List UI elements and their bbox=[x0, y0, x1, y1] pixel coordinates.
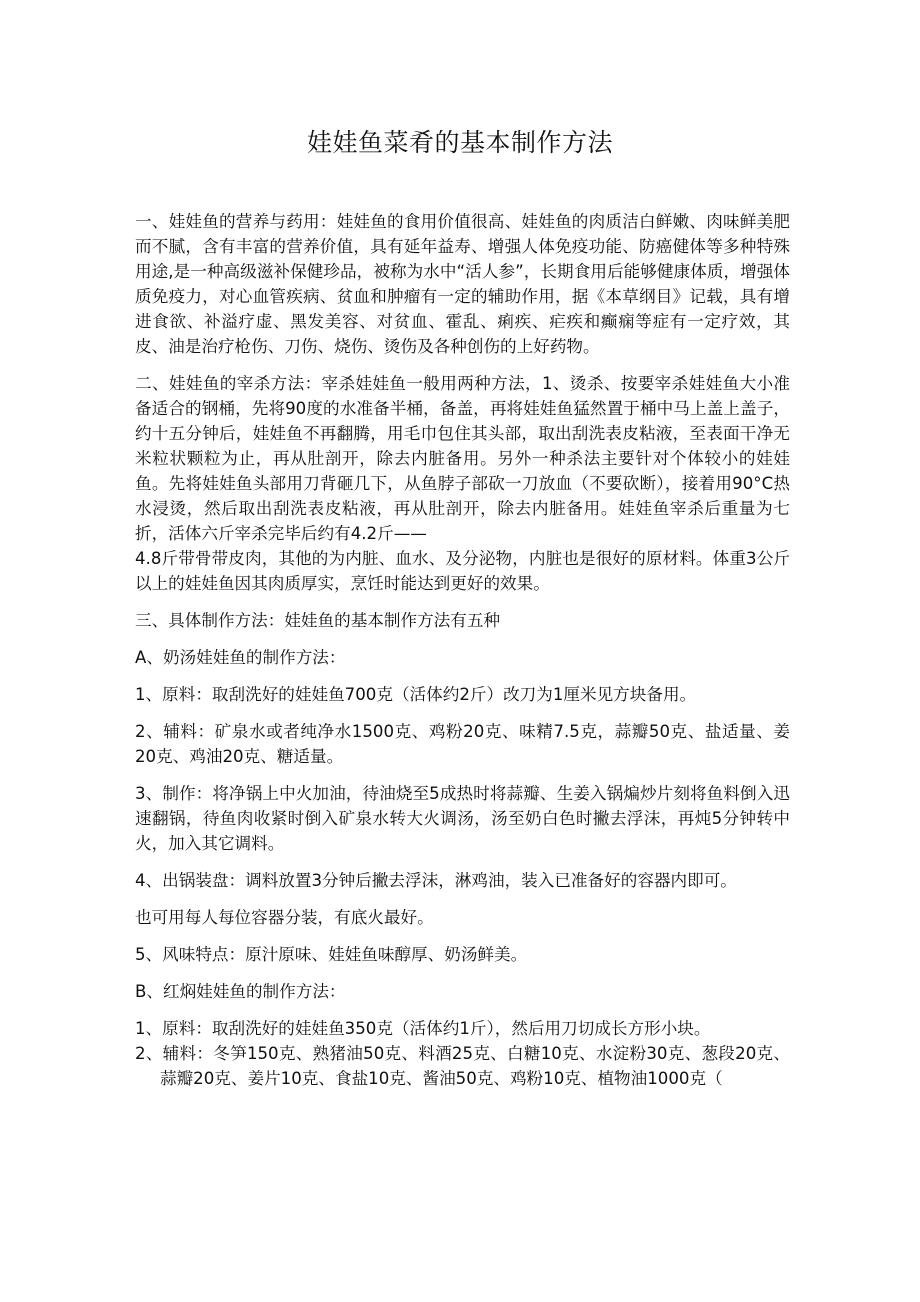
paragraph-recipe-a-4: 4、出锅装盘：调料放置3分钟后撇去浮沫，淋鸡油，装入已准备好的容器内即可。 bbox=[135, 871, 737, 890]
paragraph-recipe-b-2: 2、辅料：冬笋150克、熟猪油50克、料酒25克、白糖10克、水淀粉30克、葱段20克、蒜瓣20克、姜片10克、食盐10克、酱油50克、鸡粉10克、植物油1000克（ bbox=[135, 1044, 790, 1088]
paragraph-recipe-a-1: 1、原料：取刮洗好的娃娃鱼700克（活体约2斤）改刀为1厘米见方块备用。 bbox=[135, 685, 697, 704]
paragraph-recipe-b-1: 1、原料：取刮洗好的娃娃鱼350克（活体约1斤），然后用刀切成长方形小块。 bbox=[135, 1019, 711, 1038]
paragraph-recipe-b-heading: B、红焖娃娃鱼的制作方法： bbox=[135, 982, 346, 1001]
paragraph-recipe-a-heading: A、奶汤娃娃鱼的制作方法： bbox=[135, 648, 346, 667]
paragraph-recipe-a-2: 2、辅料：矿泉水或者纯净水1500克、鸡粉20克、味精7.5克，蒜瓣50克、盐适量、姜20克、鸡油20克、糖适量。 bbox=[135, 722, 790, 766]
paragraph-recipe-a-5: 5、风味特点：原汁原味、娃娃鱼味醇厚、奶汤鲜美。 bbox=[135, 945, 528, 964]
document-body bbox=[135, 209, 790, 1091]
paragraph-slaughter: 二、娃娃鱼的宰杀方法：宰杀娃娃鱼一般用两种方法，1、烫杀、按要宰杀娃娃鱼大小准备适合的钢桶，先将90度的水准备半桶，备盖，再将娃娃鱼猛然置于桶中马上盖上盖子，约十五分钟后，娃娃鱼不再翻腾，用毛巾包住其头部，取出刮洗表皮粘液，至表面干净无米粒状颗粒为止，再从肚剖开，除去内脏备用。另外一种杀法主要针对个体较小的娃娃鱼。先将娃娃鱼头部用刀背砸几下，从鱼脖子部砍一刀放血（不要砍断），接着用90°C热水浸烫，然后取出刮洗表皮粘液，再从肚剖开，除去内脏备用。娃娃鱼宰杀后重量为七折，活体六斤宰杀完毕后约有4.2斤—— bbox=[135, 374, 790, 543]
paragraph-methods-heading: 三、具体制作方法：娃娃鱼的基本制作方法有五种 bbox=[135, 611, 501, 630]
paragraph-nutrition: 一、娃娃鱼的营养与药用：娃娃鱼的食用价值很高、娃娃鱼的肉质洁白鲜嫩、肉味鲜美肥而不腻，含有丰富的营养价值，具有延年益寿、增强人体免疫功能、防癌健体等多种特殊用途,是一种高级滋补保健珍品，被称为水中“活人参”，长期食用后能够健康体质，增强体质免疫力，对心血管疾病、贫血和肿瘤有一定的辅助作用，据《本草纲目》记载，具有增进食欲、补溢疗虚、黑发美容、对贫血、霍乱、痢疾、疟疾和癫痫等症有一定疗效，其皮、油是治疗枪伤、刀伤、烧伤、烫伤及各种创伤的上好药物。 bbox=[135, 212, 790, 356]
document-title: 娃娃鱼菜肴的基本制作方法 bbox=[306, 127, 613, 157]
paragraph-recipe-a-note: 也可用每人每位容器分装，有底火最好。 bbox=[135, 908, 434, 927]
paragraph-recipe-a-3: 3、制作：将净锅上中火加油，待油烧至5成热时将蒜瓣、生姜入锅煸炒片刻将鱼料倒入迅速翻锅，待鱼肉收紧时倒入矿泉水转大火调汤，汤至奶白色时撇去浮沫，再炖5分钟转中火，加入其它调料。 bbox=[135, 784, 790, 853]
paragraph-slaughter-cont: 4.8斤带骨带皮肉，其他的为内脏、血水、及分泌物，内脏也是很好的原材料。体重3公斤以上的娃娃鱼因其肉质厚实，烹饪时能达到更好的效果。 bbox=[135, 549, 790, 593]
